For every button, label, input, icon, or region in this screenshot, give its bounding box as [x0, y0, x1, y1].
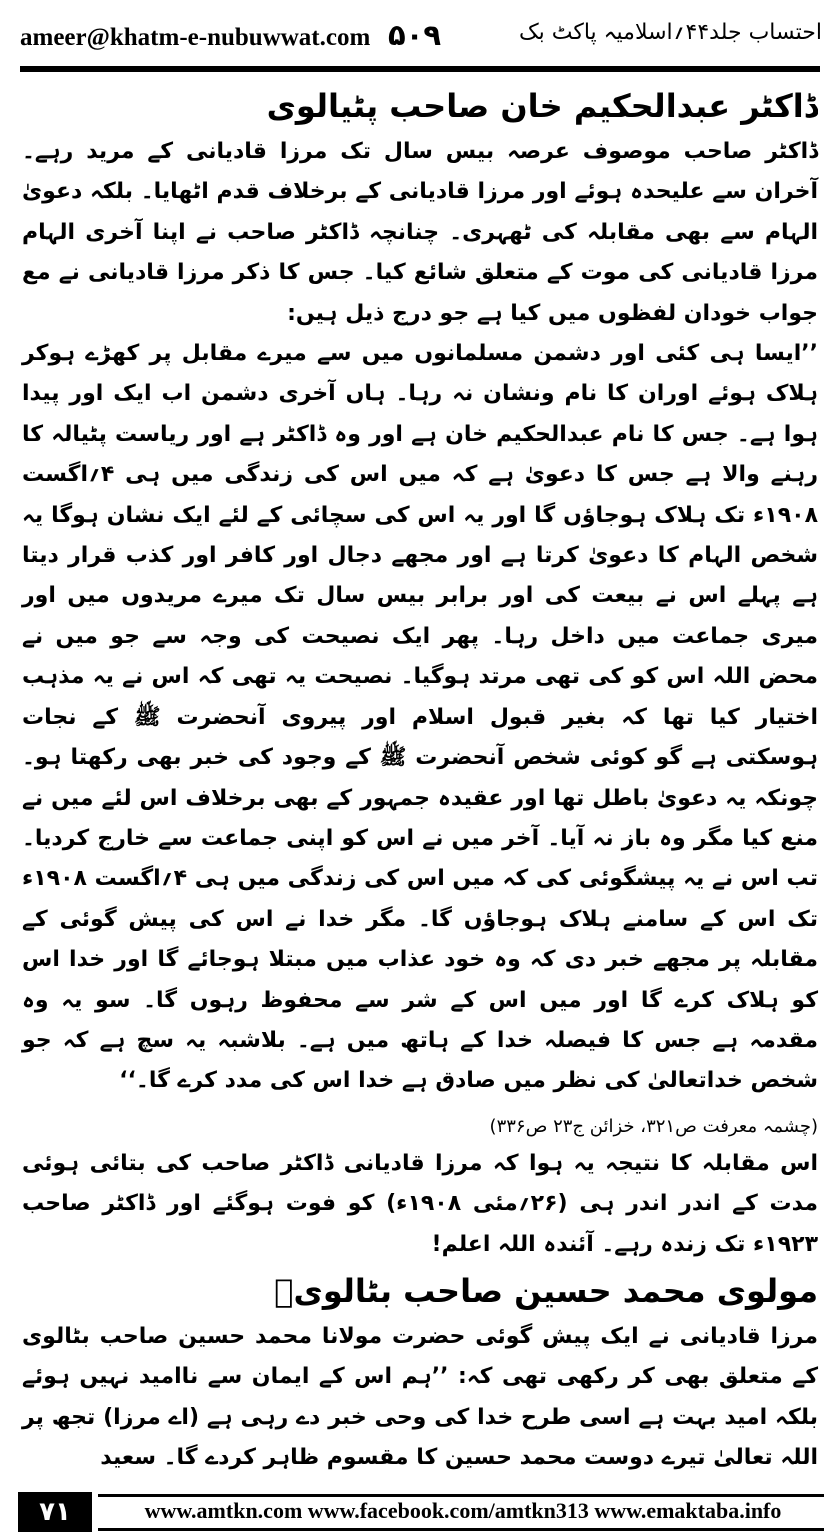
footer-rule-bottom	[98, 1528, 824, 1531]
footer-urls: www.amtkn.com www.facebook.com/amtkn313 www.emaktaba.info	[144, 1498, 782, 1523]
page-footer	[18, 1492, 824, 1532]
header-book-title: احتساب جلد۴۴؍اسلامیہ پاکٹ بک	[518, 20, 822, 45]
page-header	[20, 18, 822, 64]
page-body	[22, 80, 818, 1479]
citation: (چشمہ معرفت ص۳۲۱، خزائن ج۲۳ ص۳۳۶)	[489, 1115, 818, 1137]
section-heading-batalvi: مولوی محمد حسین صاحب بٹالویؒ	[274, 1271, 818, 1310]
intro-paragraph: ڈاکٹر صاحب موصوف عرصہ بیس سال تک مرزا قادیانی کے مرید رہے۔ آخران سے علیحدہ ہوئے اور مرزا قادیانی کے برخلاف قدم اٹھایا۔ بلکہ دعویٰ الہام سے بھی مقابلہ کی ٹھہری۔ چنانچہ ڈاکٹر صاحب نے اپنا آخری الہام مرزا قادیانی کی موت کے متعلق شائع کیا۔ جس کا ذکر مرزا قادیانی نے مع جواب خودان لفظوں میں کیا ہے جو درج ذیل ہیں:	[22, 139, 818, 326]
footer-rule-top	[98, 1494, 824, 1497]
quoted-passage: ’’ایسا ہی کئی اور دشمن مسلمانوں میں سے میرے مقابل پر کھڑے ہوکر ہلاک ہوئے اوران کا نام ونشان نہ رہا۔ ہاں آخری دشمن اب ایک اور پیدا ہوا ہے۔ جس کا نام عبدالحکیم خان ہے اور وہ ڈاکٹر ہے اور ریاست پٹیالہ کا رہنے والا ہے جس کا دعویٰ ہے کہ میں اس کی زندگی میں ہی ۴؍اگست ۱۹۰۸ء تک ہلاک ہوجاؤں گا اور یہ اس کی سچائی کے لئے ایک نشان ہوگا یہ شخص الہام کا دعویٰ کرتا ہے اور مجھے دجال اور کافر اور کذب قرار دیتا ہے پہلے اس نے بیعت کی اور برابر بیس سال تک میرے مریدوں میں اور میری جماعت میں داخل رہا۔ پھر ایک نصیحت کی وجہ سے جو میں نے محض اللہ اس کو کی تھی مرتد ہوگیا۔ نصیحت یہ تھی کہ اس نے یہ مذہب اختیار کیا تھا کہ بغیر قبول اسلام اور پیروی آنحضرت ﷺ کے نجات ہوسکتی ہے گو کوئی شخص آنحضرت ﷺ کے وجود کی خبر بھی رکھتا ہو۔ چونکہ یہ دعویٰ باطل تھا اور عقیدہ جمہور کے بھی برخلاف اس لئے میں نے منع کیا مگر وہ باز نہ آیا۔ آخر میں نے اس کو اپنی جماعت سے خارج کردیا۔ تب اس نے یہ پیشگوئی کی کہ میں اس کی زندگی میں ہی ۴؍اگست ۱۹۰۸ء تک اس کے سامنے ہلاک ہوجاؤں گا۔ مگر خدا نے اس کی پیش گوئی کے مقابلہ پر مجھے خبر دی کہ وہ خود عذاب میں مبتلا ہوجائے گا اور خدا اس کو ہلاک کرے گا اور میں اس کے شر سے محفوظ رہوں گا۔ سو یہ وہ مقدمہ ہے جس کا فیصلہ خدا کے ہاتھ میں ہے۔ بلاشبہ یہ سچ ہے کہ جو شخص خداتعالیٰ کی نظر میں صادق ہے خدا اس کی مدد کرے گا۔‘‘	[22, 341, 818, 1094]
result-paragraph: اس مقابلہ کا نتیجہ یہ ہوا کہ مرزا قادیانی ڈاکٹر صاحب کی بتائی ہوئی مدت کے اندر اندر ہی (۲۶؍مئی ۱۹۰۸ء) کو فوت ہوگئے اور ڈاکٹر صاحب ۱۹۲۳ء تک زندہ رہے۔ آئندہ اللہ اعلم!	[22, 1150, 818, 1257]
batalvi-paragraph: مرزا قادیانی نے ایک پیش گوئی حضرت مولانا محمد حسین صاحب بٹالوی کے متعلق بھی کر رکھی تھی کہ: ’’ہم اس کے ایمان سے ناامید نہیں ہوئے بلکہ امید بہت ہے اسی طرح خدا کی وحی خبر دے رہی ہے (اے مرزا) تجھ پر اللہ تعالیٰ تیرے دوست محمد حسین کا مقسوم ظاہر کردے گا۔ سعید	[22, 1323, 818, 1471]
header-page-number: ۵۰۹	[388, 18, 442, 52]
section-heading-abdul-hakim: ڈاکٹر عبدالحکیم خان صاحب پٹیالوی	[266, 87, 818, 125]
footer-sheet-number: ۷۱	[18, 1492, 92, 1532]
header-rule	[20, 66, 820, 72]
header-email: ameer@khatm-e-nubuwwat.com	[20, 24, 371, 51]
